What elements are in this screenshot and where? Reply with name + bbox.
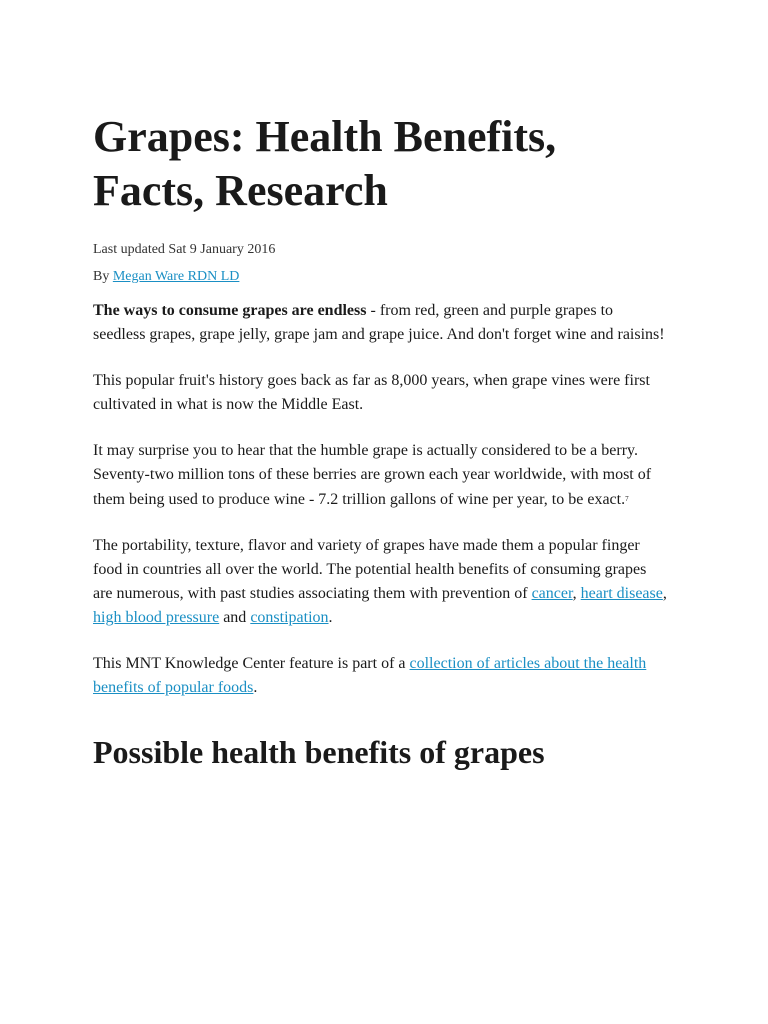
author-link[interactable]: Megan Ware RDN LD: [112, 269, 240, 284]
byline: [93, 268, 668, 286]
article: [93, 110, 668, 772]
byline-prefix: By: [93, 269, 113, 284]
benefits-sep-1: ,: [572, 585, 581, 602]
link-heart-disease[interactable]: heart disease: [580, 585, 663, 602]
benefits-and: and: [219, 609, 251, 626]
intro-bold: The ways to consume grapes are endless: [93, 302, 367, 319]
paragraph-intro: [93, 299, 668, 347]
section-heading: Possible health benefits of grapes: [93, 734, 545, 770]
link-cancer[interactable]: cancer: [531, 585, 573, 602]
paragraph-benefits: [93, 534, 668, 630]
berry-text: It may surprise you to hear that the humble grape is actually considered to be a berry. Seventy-two million tons of these berries are grown each year worldwide, with most of them being used to produce wine - 7.2 trillion gallons of wine per year, to be exact.: [93, 442, 652, 508]
link-constipation[interactable]: constipation: [250, 609, 329, 626]
link-collection[interactable]: collection of articles about the health benefits of popular foods: [93, 655, 647, 696]
collection-text: This MNT Knowledge Center feature is part of a: [93, 655, 410, 672]
benefits-end: .: [328, 609, 333, 626]
intro-rest: - from red, green and purple grapes to seedless grapes, grape jelly, grape jam and grape juice. And don't forget wine and raisins!: [93, 302, 665, 343]
benefits-text: The portability, texture, flavor and variety of grapes have made them a popular finger food in countries all over the world. The potential health benefits of consuming grapes are numerous, with past studies associating them with prevention of: [93, 537, 647, 602]
paragraph-berry: [93, 439, 668, 512]
last-updated: Last updated Sat 9 January 2016: [93, 242, 276, 257]
benefits-sep-2: ,: [662, 585, 667, 602]
paragraph-history: This popular fruit's history goes back as far as 8,000 years, when grape vines were first cultivated in what is now the Middle East.: [93, 372, 650, 413]
reference-marker[interactable]: 7: [625, 495, 629, 503]
link-high-blood-pressure[interactable]: high blood pressure: [93, 609, 220, 626]
page-title: Grapes: Health Benefits, Facts, Research: [93, 112, 557, 215]
paragraph-collection: [93, 652, 668, 700]
collection-end: .: [253, 679, 258, 696]
